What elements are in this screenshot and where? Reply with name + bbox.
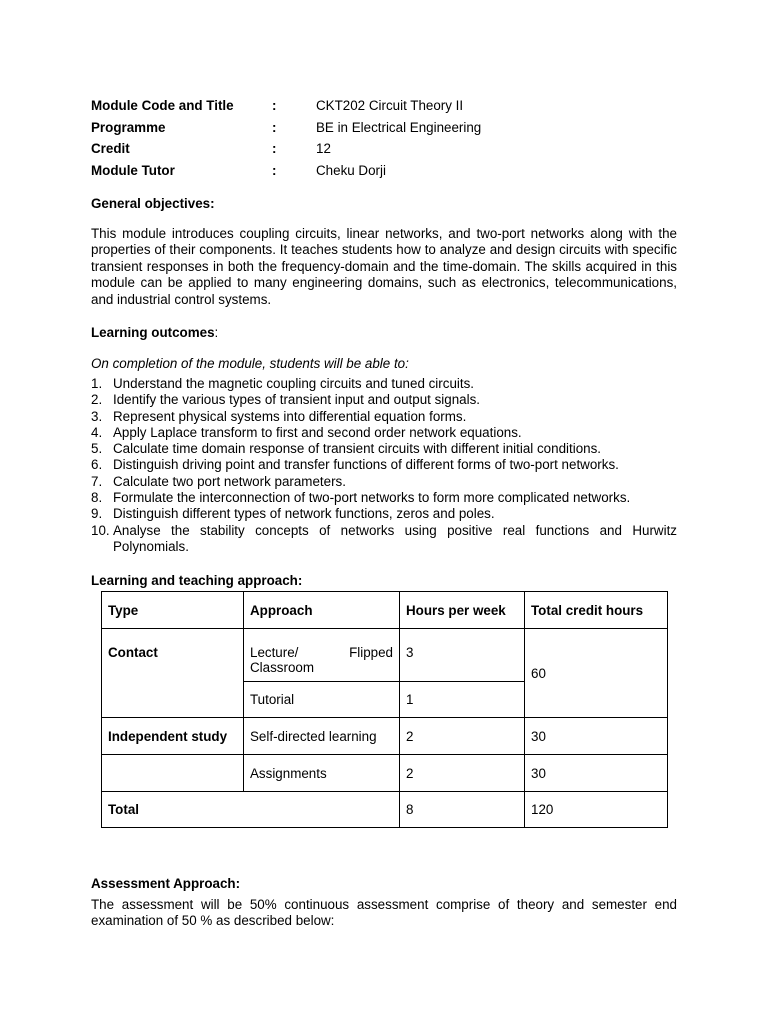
cell-independent-type: Independent study — [102, 718, 244, 755]
cell-assignments-approach: Assignments — [244, 755, 400, 792]
list-item-text: Calculate two port network parameters. — [113, 473, 346, 489]
info-colon: : — [272, 141, 277, 157]
info-label: Module Tutor — [91, 163, 175, 179]
info-row-tutor — [91, 162, 481, 184]
table-row — [102, 718, 668, 755]
list-item — [91, 425, 677, 441]
list-item-number: 1. — [91, 376, 103, 391]
info-row-programme — [91, 119, 481, 141]
cell-independent-approach: Self-directed learning — [244, 718, 400, 755]
info-colon: : — [272, 98, 277, 113]
info-colon: : — [272, 119, 277, 135]
list-item — [91, 474, 677, 490]
cell-tutorial-approach: Tutorial — [244, 682, 400, 718]
list-item — [91, 409, 677, 425]
header-hours: Hours per week — [400, 592, 525, 629]
list-item — [91, 523, 677, 556]
list-item-text: Represent physical systems into differential equation forms. — [113, 408, 467, 424]
cell-assignments-hours: 2 — [400, 755, 525, 792]
lecture-word: Lecture/ — [250, 645, 299, 660]
list-item-text: Distinguish driving point and transfer functions of different forms of two-port networks. — [113, 457, 619, 473]
learning-outcomes-list — [91, 376, 677, 555]
list-item-text: Distinguish different types of network functions, zeros and poles. — [113, 506, 495, 522]
assessment-text: The assessment will be 50% continuous assessment comprise of theory and semester end examination of 50 % as described below: — [91, 897, 677, 929]
list-item-text: Calculate time domain response of transient circuits with different initial conditions. — [113, 441, 602, 457]
cell-empty — [102, 755, 244, 792]
list-item — [91, 392, 677, 408]
list-item-number: 6. — [91, 457, 103, 473]
info-value: 12 — [316, 141, 331, 157]
cell-tutorial-hours: 1 — [400, 682, 525, 718]
info-value: BE in Electrical Engineering — [316, 119, 482, 135]
list-item-text: Understand the magnetic coupling circuits and tuned circuits. — [113, 376, 474, 391]
info-label: Programme — [91, 119, 166, 135]
info-value: Cheku Dorji — [316, 163, 386, 179]
list-item-text: Apply Laplace transform to first and second order network equations. — [113, 424, 522, 440]
learning-outcomes-heading — [91, 324, 218, 341]
cell-lecture-hours: 3 — [400, 629, 525, 682]
cell-assignments-total: 30 — [525, 755, 668, 792]
cell-contact-type: Contact — [102, 629, 244, 718]
teaching-approach-heading: Learning and teaching approach: — [91, 573, 303, 588]
info-colon: : — [272, 163, 277, 179]
list-item-number: 7. — [91, 473, 103, 489]
table-total-row — [102, 792, 668, 828]
header-type: Type — [102, 592, 244, 629]
cell-contact-total: 60 — [525, 629, 668, 718]
list-item — [91, 506, 677, 522]
info-value: CKT202 Circuit Theory II — [316, 98, 464, 113]
info-label: Credit — [91, 141, 130, 157]
list-item — [91, 376, 677, 392]
assessment-heading: Assessment Approach: — [91, 876, 241, 891]
list-item — [91, 490, 677, 506]
learning-outcomes-intro: On completion of the module, students will be able to: — [91, 356, 409, 371]
list-item-text: Identify the various types of transient input and output signals. — [113, 392, 480, 408]
list-item-number: 10. — [91, 522, 110, 538]
table-header-row — [102, 592, 668, 629]
cell-total-hours: 8 — [400, 792, 525, 828]
list-item-text: Analyse the stability concepts of networks using positive real functions and Hurwitz Polynomials. — [113, 522, 677, 554]
list-item-number: 8. — [91, 490, 103, 506]
cell-lecture-approach — [244, 629, 400, 682]
info-label: Module Code and Title — [91, 98, 234, 113]
cell-independent-hours: 2 — [400, 718, 525, 755]
list-item — [91, 457, 677, 473]
list-item — [91, 441, 677, 457]
table-row — [102, 629, 668, 682]
info-row-credit — [91, 140, 481, 162]
general-objectives-heading: General objectives: — [91, 196, 215, 211]
learning-outcomes-heading-colon: : — [214, 325, 219, 340]
classroom-word: Classroom — [250, 660, 314, 675]
list-item-text: Formulate the interconnection of two-port networks to form more complicated networks. — [113, 490, 631, 506]
list-item-number: 4. — [91, 424, 103, 440]
learning-outcomes-heading-text: Learning outcomes — [91, 325, 215, 340]
table-row — [102, 755, 668, 792]
list-item-number: 9. — [91, 506, 103, 522]
header-total: Total credit hours — [525, 592, 668, 629]
lecture-line — [250, 645, 393, 660]
cell-total-credit: 120 — [525, 792, 668, 828]
header-approach: Approach — [244, 592, 400, 629]
teaching-approach-table — [101, 591, 668, 828]
list-item-number: 2. — [91, 392, 103, 408]
flipped-word: Flipped — [349, 645, 393, 660]
list-item-number: 5. — [91, 441, 103, 457]
info-row-module — [91, 97, 481, 119]
list-item-number: 3. — [91, 408, 103, 424]
module-info — [91, 97, 481, 184]
cell-independent-total: 30 — [525, 718, 668, 755]
general-objectives-text: This module introduces coupling circuits, linear networks, and two-port networks along with the properties of their components. It teaches students how to analyze and design circuits with specific transient responses in both the frequency-domain and the time-domain. The skills acquired in this module can be applied to many engineering domains, such as electronics, telecommunications, and industrial control systems. — [91, 226, 677, 307]
cell-total-label: Total — [102, 792, 400, 828]
